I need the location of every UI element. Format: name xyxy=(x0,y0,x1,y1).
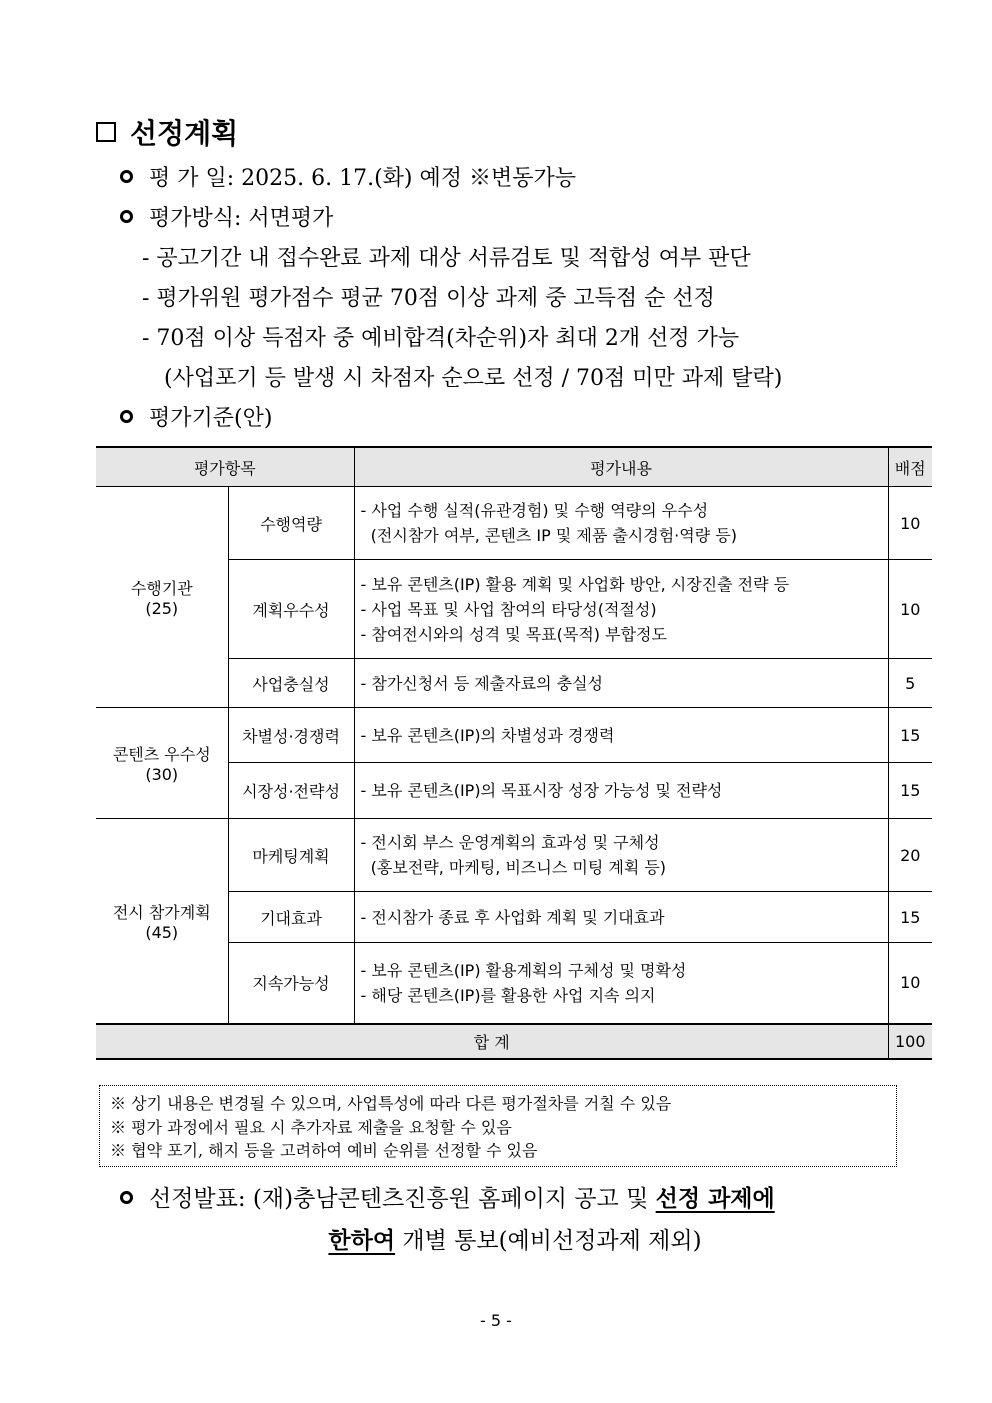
total-label: 합 계 xyxy=(96,1024,888,1059)
desc-cell: - 전시참가 종료 후 사업화 계획 및 기대효과 xyxy=(354,892,888,943)
score-cell: 15 xyxy=(888,763,932,819)
eval-date-item: 평 가 일: 2025. 6. 17.(화) 예정 ※변동가능 xyxy=(120,161,576,192)
group-cell: 수행기관 (25) xyxy=(96,487,228,708)
score-cell: 20 xyxy=(888,819,932,892)
sub-item-cell: 차별성·경쟁력 xyxy=(228,708,354,763)
desc-cell: - 보유 콘텐츠(IP)의 목표시장 성장 가능성 및 전략성 xyxy=(354,763,888,819)
desc-cell: - 보유 콘텐츠(IP) 활용 계획 및 사업화 방안, 시장진출 전략 등 - 사업 목표 및 사업 참여의 타당성(적절성) - 참여전시와의 성격 및 목표(목적) 부합정도 xyxy=(354,560,888,659)
group-cell: 전시 참가계획 (45) xyxy=(96,819,228,1024)
note-line: ※ 협약 포기, 해지 등을 고려하여 예비 순위를 선정할 수 있음 xyxy=(110,1141,538,1160)
underlined-emphasis: 한하여 xyxy=(328,1227,396,1254)
desc-cell: - 참가신청서 등 제출자료의 충실성 xyxy=(354,659,888,708)
total-row xyxy=(96,1024,932,1059)
circle-bullet-icon xyxy=(120,210,133,223)
checkbox-icon xyxy=(96,122,116,142)
notes-box xyxy=(99,1085,897,1167)
desc-cell: - 보유 콘텐츠(IP)의 차별성과 경쟁력 xyxy=(354,708,888,763)
table-header-row xyxy=(96,447,932,487)
desc-cell: - 전시회 부스 운영계획의 효과성 및 구체성 (홍보전략, 마케팅, 비즈니스 미팅 계획 등) xyxy=(354,819,888,892)
score-cell: 15 xyxy=(888,708,932,763)
header-score: 배점 xyxy=(888,447,932,487)
desc-cell: - 보유 콘텐츠(IP) 활용계획의 구체성 및 명확성 - 해당 콘텐츠(IP)를 활용한 사업 지속 의지 xyxy=(354,943,888,1024)
sub-item-cell: 계획우수성 xyxy=(228,560,354,659)
circle-bullet-icon xyxy=(120,1191,133,1204)
score-cell: 10 xyxy=(888,487,932,560)
header-content: 평가내용 xyxy=(354,447,888,487)
note-line: ※ 평가 과정에서 필요 시 추가자료 제출을 요청할 수 있음 xyxy=(110,1117,512,1137)
eval-method-item: 평가방식: 서면평가 xyxy=(120,201,333,232)
header-item: 평가항목 xyxy=(96,447,354,487)
sub-item-cell: 시장성·전략성 xyxy=(228,763,354,819)
sub-item-cell: 지속가능성 xyxy=(228,943,354,1024)
note-line: ※ 상기 내용은 변경될 수 있으며, 사업특성에 따라 다른 평가절차를 거칠 수 있음 xyxy=(110,1094,672,1113)
sub-item-cell: 마케팅계획 xyxy=(228,819,354,892)
score-cell: 10 xyxy=(888,943,932,1024)
page-number: - 5 - xyxy=(480,1311,512,1330)
announcement: 선정발표: (재)충남콘텐츠진흥원 홈페이지 공고 및 선정 과제에 한하여 개별 통보(예비선정과제 제외) xyxy=(120,1178,910,1262)
score-cell: 15 xyxy=(888,892,932,943)
method-detail-4: (사업포기 등 발생 시 차점자 순으로 선정 / 70점 미만 과제 탈락) xyxy=(164,366,783,391)
desc-cell: - 사업 수행 실적(유관경험) 및 수행 역량의 우수성 (전시참가 여부, 콘텐츠 IP 및 제품 출시경험·역량 등) xyxy=(354,487,888,560)
score-cell: 10 xyxy=(888,560,932,659)
method-detail-1: - 공고기간 내 접수완료 과제 대상 서류검토 및 적합성 여부 판단 xyxy=(142,246,751,271)
method-detail-3: - 70점 이상 득점자 중 예비합격(차순위)자 최대 2개 선정 가능 xyxy=(142,326,740,351)
group-cell: 콘텐츠 우수성 (30) xyxy=(96,708,228,819)
circle-bullet-icon xyxy=(120,170,133,183)
table-row xyxy=(96,708,932,763)
sub-item-cell: 수행역량 xyxy=(228,487,354,560)
table-row xyxy=(96,819,932,892)
evaluation-table xyxy=(96,446,932,1060)
table-row xyxy=(96,487,932,560)
eval-criteria-item: 평가기준(안) xyxy=(120,401,272,432)
sub-item-cell: 기대효과 xyxy=(228,892,354,943)
method-detail-2: - 평가위원 평가점수 평균 70점 이상 과제 중 고득점 순 선정 xyxy=(142,286,715,311)
sub-item-cell: 사업충실성 xyxy=(228,659,354,708)
circle-bullet-icon xyxy=(120,410,133,423)
score-cell: 5 xyxy=(888,659,932,708)
underlined-emphasis: 선정 과제에 xyxy=(655,1185,775,1212)
total-score: 100 xyxy=(888,1024,932,1059)
section-title: 선정계획 xyxy=(96,112,238,152)
